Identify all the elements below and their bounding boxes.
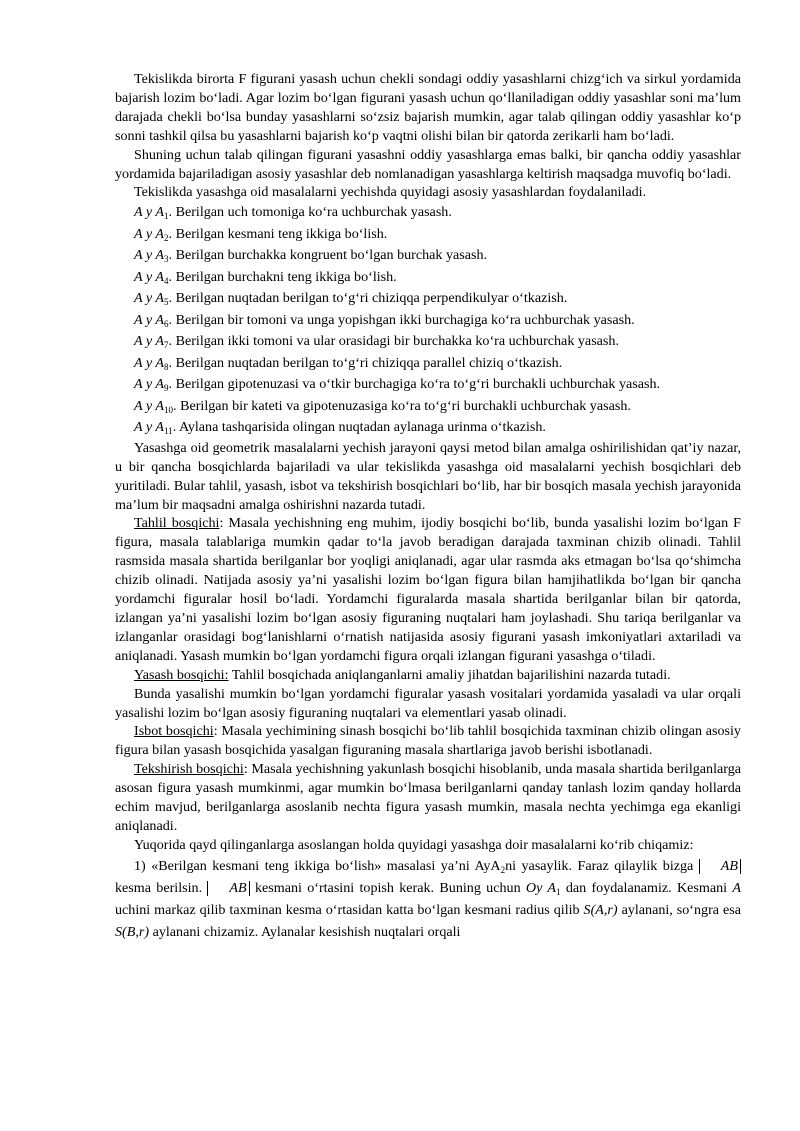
construction-item-11: A y $A_{11}$. Aylana tashqarisida olingan nuqtadan aylanaga urinma o‘tkazish. [134,419,546,437]
construction-label: A y A [134,225,165,242]
segment-ab-2: AB [207,881,249,896]
document-page [115,70,741,943]
construction-item-7: A y $A_7$. Berilgan ikki tomoni va ular orasidagi bir burchakka ko‘ra uchburchak yasash. [134,333,619,351]
construction-item-3: A y $A_3$. Berilgan burchakka kongruent bo‘lgan burchak yasash. [134,247,488,265]
construction-item-6: A y $A_6$. Berilgan bir tomoni va unga yopishgan ikki burchagiga ko‘ra uchburchak yasash. [134,311,635,329]
circle-s-b-r: S(B,r) [115,923,150,940]
paragraph-example-1: 1) «Berilgan kesmani teng ikkiga bo‘lish» masalasi ya’ni AyA$_2$ni yasaylik. Faraz qilaylik bizga ABkesma berilsin. AB kesmani o‘rtasini topish kerak. Buning uchun Oy $A_1$ dan foydalanamiz. Kesmani A uchini markaz qilib taxminan kesma o‘rtasidan katta bo‘lgan kesmani radius qilib S(A,r) aylanani, so‘ngra esa S(B,r) aylanani chizamiz. Aylanalar kesishish nuqtalari orqali [115,857,742,940]
circle-s-a-r: S(A,r) [583,901,618,918]
proof-stage-heading: Isbot bosqichi [134,723,214,740]
construction-label: A y A [134,311,165,328]
analysis-stage-heading: Tahlil bosqichi [134,515,220,532]
construction-label: A y A [134,268,165,285]
construction-item-4: A y $A_4$. Berilgan burchakni teng ikkiga bo‘lish. [134,268,397,286]
paragraph-stages: Yasashga oid geometrik masalalarni yechish jarayoni qaysi metod bilan amalga oshirilishidan qat’iy nazar, u bir qancha bosqichlarda bajariladi va ular tekislikda yasashga oid masalalarni yechish bosqichlari deb yuritiladi. Bular tahlil, yasash, isbot va tekshirish bosqichlari bo‘lib, har bir bosqich masala yechish jarayonida ma’lum bir maqsadni amalga oshirishni nazarda tutadi. [115,439,741,513]
construction-stage-heading: Yasash bosqichi: [134,666,229,683]
construction-item-2: A y $A_2$. Berilgan kesmani teng ikkiga bo‘lish. [134,225,388,243]
construction-label: A y A [134,376,165,393]
paragraph-construction-stage: Yasash bosqichi: Tahlil bosqichada aniqlanganlarni amaliy jihatdan bajarilishini nazarda tutadi. [134,666,671,683]
construction-item-5: A y $A_5$. Berilgan nuqtadan berilgan to‘g‘ri chiziqqa perpendikulyar o‘tkazish. [134,290,568,308]
paragraph-check-stage: Tekshirish bosqichi: Masala yechishning yakunlash bosqichi hisoblanib, unda masala shartida berilganlarga asosan figura yasash mumkinmi, agar mumkin bo‘lmasa berilganlarni qanday tanlash lozim qanday hollarda echim mavjud, berilganlarga asoslanib nechta figura yasash mumkin, masala nechta yechimga ega ekanligi aniqlanadi. [115,761,741,834]
paragraph-list-intro: Tekislikda yasashga oid masalalarni yechishda quyidagi asosiy yasashlardan foydalaniladi. [134,184,647,201]
paragraph-proof-stage: Isbot bosqichi: Masala yechimining sinash bosqichi bo‘lib tahlil bosqichida taxminan chizib olingan asosiy figura bilan yasash bosqichida yasalgan figuraning masala shartlariga javob berishi isbotlanadi. [115,723,741,759]
paragraph-reason: Shuning uchun talab qilingan figurani yasashni oddiy yasashlarga emas balki, bir qancha oddiy yasashlar yordamida bajariladigan asosiy yasashlar deb nomlanadigan yasashlarga keltirish maqsadga muvofiq bo‘ladi. [115,146,741,182]
construction-item-10: A y $A_{10}$. Berilgan bir kateti va gipotenuzasiga ko‘ra to‘g‘ri burchakli uchburchak yasash. [134,397,631,415]
paragraph-construction-detail: Bunda yasalishi mumkin bo‘lgan yordamchi figuralar yasash vositalari yordamida yasaladi va ular orqali yasalishi lozim bo‘lgan asosiy figuraning nuqtalari va elementlari yasab olinadi. [115,685,741,721]
construction-label: A y A [134,204,165,221]
construction-label: A y A [134,397,165,414]
paragraph-intro: Tekislikda birorta F figurani yasash uchun chekli sondagi oddiy yasashlarni chizg‘ich va sirkul yordamida bajarish lozim bo‘ladi. Agar lozim bo‘lgan figurani yasash uchun qo‘llaniladigan oddiy yasashlar soni ma’lum darajada chekli bo‘lsa bunday yasashlarni so‘zsiz bajarish mumkin, agar talab qilingan oddiy yasashlar ko‘p sonni tashkil qilsa bu yasashlarni bajarish ko‘p vaqtni olishi bilan bir qatorda zerikarli ham bo‘ladi. [115,71,741,144]
construction-item-1: A y $A_1$. Berilgan uch tomoniga ko‘ra uchburchak yasash. [134,204,452,222]
construction-label: A y A [134,247,165,264]
paragraph-examples-intro: Yuqorida qayd qilinganlarga asoslangan holda quyidagi yasashga doir masalalarni ko‘rib chiqamiz: [134,836,694,853]
construction-label: A y A [134,290,165,307]
construction-label: A y A [134,419,165,436]
construction-list [115,202,741,439]
segment-ab: AB [699,859,741,874]
construction-label: A y A [134,333,165,350]
construction-item-8: A y $A_8$. Berilgan nuqtadan berilgan to‘g‘ri chiziqqa parallel chiziq o‘tkazish. [134,354,563,372]
construction-label: A y A [134,354,165,371]
paragraph-analysis-stage: Tahlil bosqichi: Masala yechishning eng muhim, ijodiy bosqichi bo‘lib, bunda yasalishi lozim bo‘lgan F figura, masala talablariga mumkin qadar to‘la javob beradigan darajada taxminan chizib olinadi. Tahlil rasmsida masala shartida berilganlar bor yoqligi aniqlanadi, agar ular rasmda aks etmagan bo‘lsa qo‘shimcha chizib olinadi. Natijada asosiy ya’ni yasalishi lozim bo‘lgan figura bilan hamjihatlikda bo‘lgan bir qancha yordamchi figuralar hosil bo‘ladi. Yordamchi figuralarda masala shartida berilganlar bilan bir qatorda, izlangan ya’ni yasalishi lozim bo‘lgan asosiy figuraning nuqtalari ham joylashadi. Shu tariqa berilganlar va izlanganlar orasidagi bog‘lanishlarni o‘rnatish natijasida asosiy figurani yasash imkoniyatlari axtariladi va aniqlanadi. Yasash mumkin bo‘lgan yordamchi figura orqali izlangan figurani yasashga o‘tiladi. [115,515,741,664]
check-stage-heading: Tekshirish bosqichi [134,761,244,778]
construction-item-9: A y $A_9$. Berilgan gipotenuzasi va o‘tkir burchagiga ko‘ra to‘g‘ri burchakli uchburchak yasash. [134,376,661,394]
